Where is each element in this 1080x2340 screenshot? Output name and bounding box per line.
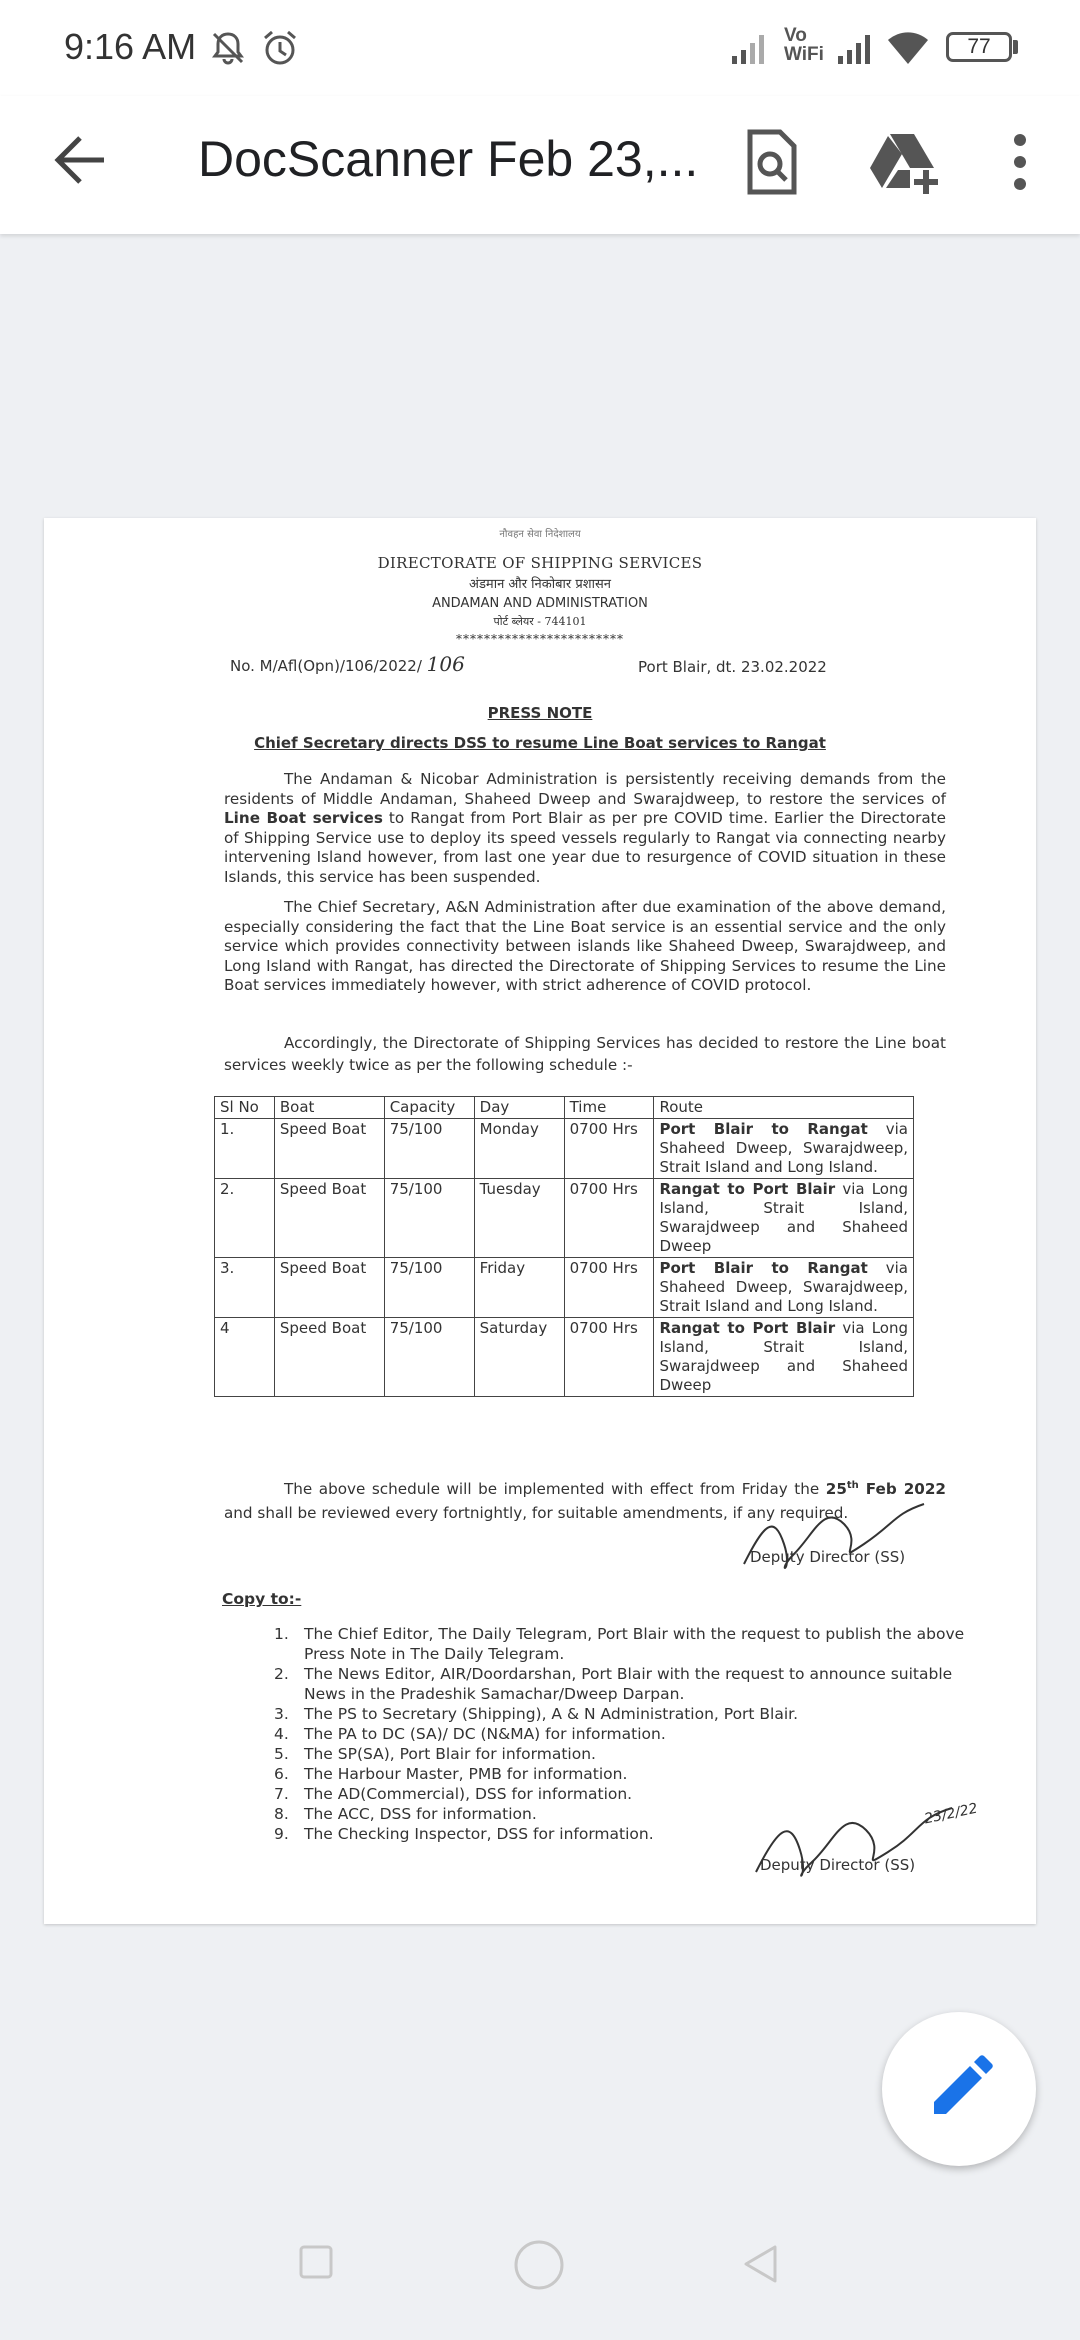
para1-text-b: to Rangat from Port Blair as per pre COVID time. Earlier the Directorate of Shipping Service use to deploy its speed vessels regularly to Rangat via connecting nearby intervening Island however, from last one year due to resurgence of COVID situation in these Islands, this service has been suspended. — [224, 809, 946, 886]
col-time: Time — [564, 1097, 654, 1119]
vowifi-label-bottom: WiFi — [784, 44, 824, 65]
header-admin: ANDAMAN AND ADMINISTRATION — [432, 596, 648, 611]
app-bar — [0, 96, 1080, 234]
battery-level: 77 — [967, 35, 991, 58]
mute-icon — [208, 28, 248, 68]
more-vert-icon[interactable] — [984, 126, 1056, 198]
document-page[interactable] — [44, 518, 1036, 1924]
table-header-row — [215, 1097, 914, 1119]
list-item-number: 5. — [274, 1745, 289, 1763]
cell-route — [654, 1318, 914, 1397]
list-item-text: The Checking Inspector, DSS for information. — [304, 1825, 654, 1843]
header-hindi-admin: अंडमान और निकोबार प्रशासन — [469, 577, 611, 592]
edit-pencil-icon — [882, 2012, 1036, 2166]
list-item-number: 8. — [274, 1805, 289, 1823]
col-route: Route — [654, 1097, 914, 1119]
status-bar — [0, 0, 1080, 96]
table-row — [215, 1258, 914, 1318]
copy-to-heading: Copy to:- — [222, 1590, 302, 1608]
list-item — [274, 1744, 974, 1764]
vowifi-icon — [784, 26, 824, 64]
cell-sl-no: 1. — [215, 1119, 275, 1179]
place-date: Port Blair, dt. 23.02.2022 — [638, 658, 827, 676]
list-item-text: The AD(Commercial), DSS for information. — [304, 1785, 633, 1803]
reference-handwritten: 106 — [426, 652, 465, 676]
list-item-number: 1. — [274, 1625, 289, 1643]
list-item-number: 2. — [274, 1665, 289, 1683]
list-item — [274, 1704, 974, 1724]
cell-boat: Speed Boat — [274, 1119, 384, 1179]
cell-sl-no: 4 — [215, 1318, 275, 1397]
route-endpoints: Port Blair to Rangat — [659, 1259, 868, 1277]
cell-day: Friday — [474, 1258, 564, 1318]
reference-number — [230, 652, 465, 676]
document-search-icon[interactable] — [736, 126, 808, 198]
cell-capacity: 75/100 — [384, 1258, 474, 1318]
battery-tip — [1013, 40, 1018, 54]
battery-icon — [946, 32, 1012, 62]
list-item-text: The Harbour Master, PMB for information. — [304, 1765, 628, 1783]
cell-boat: Speed Boat — [274, 1179, 384, 1258]
signature-1 — [734, 1500, 994, 1580]
edit-fab-button[interactable] — [882, 2012, 1036, 2166]
recents-square-icon[interactable] — [298, 2244, 334, 2285]
signal-icon — [836, 32, 876, 66]
col-sl-no: Sl No — [215, 1097, 275, 1119]
list-item-text: The PA to DC (SA)/ DC (N&MA) for information. — [304, 1725, 666, 1743]
arrow-back-icon[interactable] — [46, 126, 114, 194]
paragraph-2: The Chief Secretary, A&N Administration after due examination of the above demand, especially considering the fact that the Line Boat service is an essential service and the only service which provides connectivity between islands like Shaheed Dweep, Swarajdweep, and Long Island with Rangat, has directed the Directorate of Shipping Services to resume the Line Boat services immediately however, with strict adherence of COVID protocol. — [224, 898, 946, 995]
header-hindi-city: पोर्ट ब्लेयर - 744101 — [493, 615, 587, 628]
press-note-heading: PRESS NOTE — [487, 704, 593, 722]
cell-day: Tuesday — [474, 1179, 564, 1258]
back-triangle-icon[interactable] — [742, 2244, 778, 2289]
route-via: via Shaheed Dweep, Swarajdweep, Strait Island and Long Island. — [659, 1259, 908, 1315]
para1-bold: Line Boat services — [224, 809, 383, 828]
paragraph-3: Accordingly, the Directorate of Shipping Services has decided to restore the Line boat services weekly twice as per the following schedule :- — [224, 1034, 946, 1074]
cell-sl-no: 3. — [215, 1258, 275, 1318]
cell-day: Monday — [474, 1119, 564, 1179]
cell-boat: Speed Boat — [274, 1318, 384, 1397]
route-via: via Long Island, Strait Island, Swarajdweep and Shaheed Dweep — [659, 1319, 908, 1394]
col-day: Day — [474, 1097, 564, 1119]
status-time: 9:16 AM — [64, 26, 197, 67]
cell-time: 0700 Hrs — [564, 1119, 654, 1179]
schedule-table — [214, 1096, 914, 1397]
route-via: via Long Island, Strait Island, Swarajdweep and Shaheed Dweep — [659, 1180, 908, 1255]
table-row — [215, 1318, 914, 1397]
cell-time: 0700 Hrs — [564, 1318, 654, 1397]
header-hindi-top: नौवहन सेवा निदेशालय — [499, 529, 581, 540]
list-item-number: 6. — [274, 1765, 289, 1783]
cell-day: Saturday — [474, 1318, 564, 1397]
header-title: DIRECTORATE OF SHIPPING SERVICES — [377, 554, 703, 572]
route-via: via Shaheed Dweep, Swarajdweep, Strait Island and Long Island. — [659, 1120, 908, 1176]
route-endpoints: Port Blair to Rangat — [659, 1120, 868, 1138]
list-item-text: The News Editor, AIR/Doordarshan, Port Blair with the request to announce suitable News in the Pradeshik Samachar/Dweep Darpan. — [304, 1665, 953, 1703]
cell-time: 0700 Hrs — [564, 1258, 654, 1318]
route-endpoints: Rangat to Port Blair — [659, 1319, 836, 1337]
add-to-drive-icon[interactable] — [868, 126, 940, 198]
signal-icon — [730, 32, 770, 66]
list-item — [274, 1664, 974, 1704]
table-row — [215, 1119, 914, 1179]
vowifi-label-top: Vo — [784, 25, 807, 46]
cell-route — [654, 1179, 914, 1258]
para4-sup: th — [846, 1480, 859, 1491]
list-item-number: 7. — [274, 1785, 289, 1803]
header-stars: ************************ — [456, 632, 624, 646]
paragraph-1 — [224, 770, 946, 888]
cell-capacity: 75/100 — [384, 1119, 474, 1179]
home-circle-icon[interactable] — [512, 2238, 566, 2297]
reference-number-text: No. M/Afl(Opn)/106/2022/ — [230, 657, 422, 675]
list-item-text: The ACC, DSS for information. — [304, 1805, 537, 1823]
cell-route — [654, 1258, 914, 1318]
cell-capacity: 75/100 — [384, 1179, 474, 1258]
document-title: DocScanner Feb 23,... — [198, 131, 699, 187]
list-item-number: 4. — [274, 1725, 289, 1743]
subject-line: Chief Secretary directs DSS to resume Line Boat services to Rangat — [254, 734, 826, 752]
alarm-icon — [260, 28, 300, 68]
cell-boat: Speed Boat — [274, 1258, 384, 1318]
list-item-text: The SP(SA), Port Blair for information. — [304, 1745, 596, 1763]
list-item — [274, 1764, 974, 1784]
signature-date: 23/2/22 — [922, 1800, 980, 1828]
signatory-2: Deputy Director (SS) — [760, 1856, 916, 1874]
col-boat: Boat — [274, 1097, 384, 1119]
cell-sl-no: 2. — [215, 1179, 275, 1258]
list-item-text: The PS to Secretary (Shipping), A & N Administration, Port Blair. — [304, 1705, 799, 1723]
signatory-1: Deputy Director (SS) — [750, 1548, 906, 1566]
list-item-number: 3. — [274, 1705, 289, 1723]
para4-text-b: and shall be reviewed every fortnightly, for suitable amendments, if any required. — [224, 1504, 849, 1523]
para4-bold-month: Feb 2022 — [858, 1480, 946, 1499]
cell-time: 0700 Hrs — [564, 1179, 654, 1258]
list-item-number: 9. — [274, 1825, 289, 1843]
list-item — [274, 1784, 974, 1804]
cell-capacity: 75/100 — [384, 1318, 474, 1397]
table-row — [215, 1179, 914, 1258]
col-capacity: Capacity — [384, 1097, 474, 1119]
list-item — [274, 1624, 974, 1664]
para4-bold-day: 25 — [825, 1480, 847, 1499]
list-item — [274, 1724, 974, 1744]
wifi-icon — [886, 30, 930, 66]
list-item-text: The Chief Editor, The Daily Telegram, Port Blair with the request to publish the above Press Note in The Daily Telegram. — [304, 1625, 965, 1663]
cell-route — [654, 1119, 914, 1179]
route-endpoints: Rangat to Port Blair — [659, 1180, 836, 1198]
para1-text-a: The Andaman & Nicobar Administration is persistently receiving demands from the residents of Middle Andaman, Shaheed Dweep and Swarajdweep, to restore the services of — [224, 770, 946, 808]
para4-text-a: The above schedule will be implemented with effect from Friday the — [284, 1480, 826, 1499]
